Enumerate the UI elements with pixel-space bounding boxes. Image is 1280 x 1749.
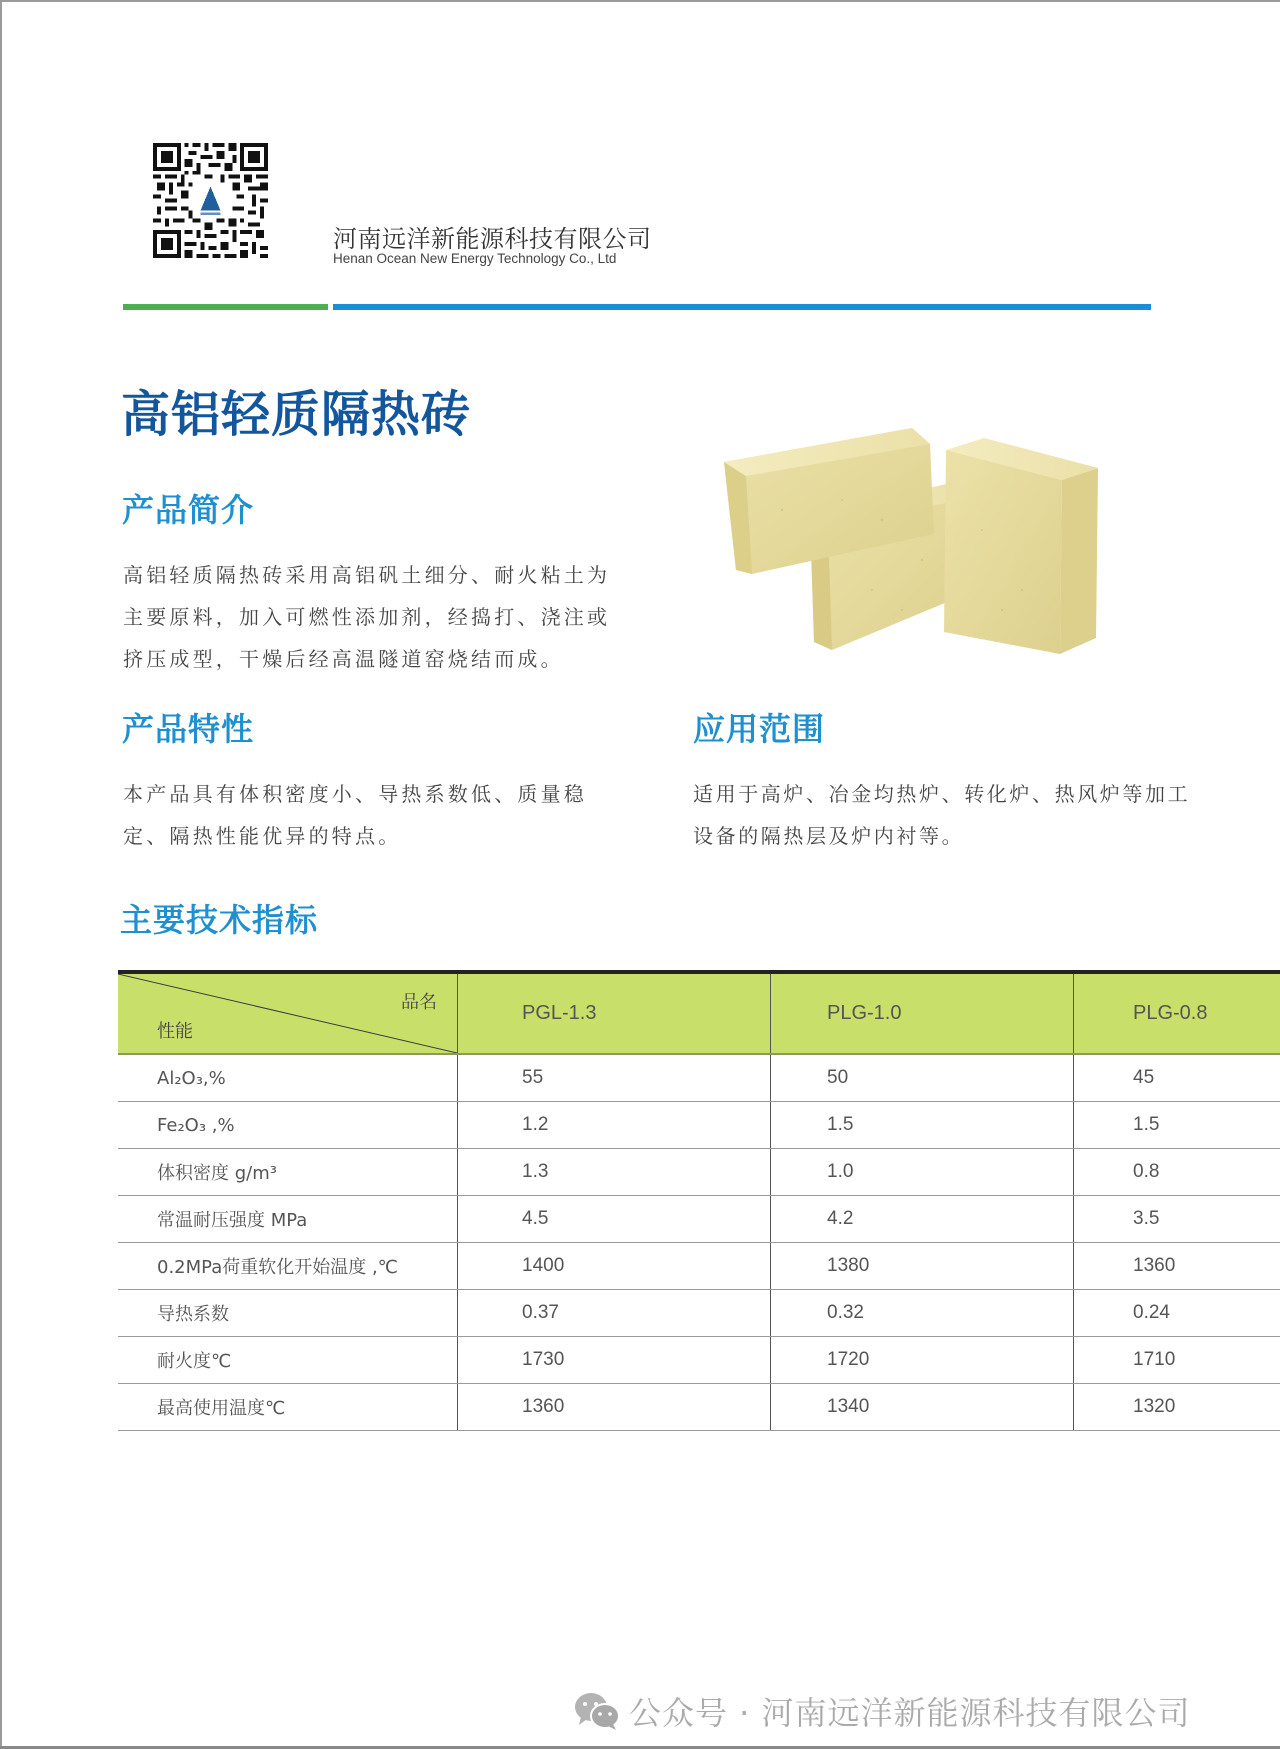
row-label: 耐火度℃ — [118, 1337, 458, 1384]
cell-value: 1.2 — [458, 1102, 771, 1149]
cell-value: 1340 — [771, 1384, 1074, 1431]
cell-value: 0.37 — [458, 1290, 771, 1337]
intro-heading: 产品简介 — [122, 491, 255, 529]
cell-value: 45 — [1074, 1054, 1280, 1102]
intro-line: 主要原料，加入可燃性添加剂，经捣打、浇注或 — [123, 605, 611, 629]
applications-line: 设备的隔热层及炉内衬等。 — [693, 824, 965, 848]
intro-text — [123, 554, 610, 680]
table-row — [118, 1149, 1280, 1196]
specs-heading: 主要技术指标 — [120, 901, 319, 939]
page-border-left — [0, 0, 2, 1749]
features-heading: 产品特性 — [122, 710, 255, 748]
accent-bar-blue — [333, 304, 1151, 310]
table-row — [118, 1384, 1280, 1431]
table-row — [118, 1054, 1280, 1102]
cell-value: 1720 — [771, 1337, 1074, 1384]
cell-value: 4.5 — [458, 1196, 771, 1243]
table-row — [118, 1196, 1280, 1243]
product-bricks-image — [722, 410, 1146, 660]
row-label: 导热系数 — [118, 1290, 458, 1337]
corner-label-product: 品名 — [401, 992, 437, 1013]
cell-value: 0.24 — [1074, 1290, 1280, 1337]
cell-value: 1730 — [458, 1337, 771, 1384]
applications-line: 适用于高炉、冶金均热炉、转化炉、热风炉等加工 — [693, 782, 1191, 806]
column-header: PLG-0.8 — [1074, 972, 1280, 1054]
applications-text — [693, 773, 1190, 857]
features-line: 定、隔热性能优异的特点。 — [123, 824, 402, 848]
cell-value: 4.2 — [771, 1196, 1074, 1243]
features-line: 本产品具有体积密度小、导热系数低、质量稳 — [123, 782, 587, 806]
row-label: Al₂O₃,% — [118, 1054, 458, 1102]
cell-value: 0.8 — [1074, 1149, 1280, 1196]
features-text — [123, 773, 587, 857]
table-corner-cell — [118, 972, 458, 1054]
row-label: 体积密度 g/m³ — [118, 1149, 458, 1196]
watermark-text: 公众号 · 河南远洋新能源科技有限公司 — [629, 1694, 1191, 1732]
cell-value: 1360 — [1074, 1243, 1280, 1290]
product-title: 高铝轻质隔热砖 — [121, 386, 472, 443]
cell-value: 55 — [458, 1054, 771, 1102]
table-row — [118, 1337, 1280, 1384]
spec-table — [118, 970, 1280, 1431]
page-border-top — [0, 0, 1280, 2]
qr-code-icon — [153, 143, 268, 258]
cell-value: 1.3 — [458, 1149, 771, 1196]
cell-value: 1.0 — [771, 1149, 1074, 1196]
cell-value: 1360 — [458, 1384, 771, 1431]
row-label: 0.2MPa荷重软化开始温度 ,℃ — [118, 1243, 458, 1290]
footer-watermark — [573, 1688, 1191, 1734]
intro-line: 高铝轻质隔热砖采用高铝矾土细分、耐火粘土为 — [123, 563, 611, 587]
cell-value: 1380 — [771, 1243, 1074, 1290]
cell-value: 1.5 — [771, 1102, 1074, 1149]
row-label: Fe₂O₃ ,% — [118, 1102, 458, 1149]
cell-value: 1320 — [1074, 1384, 1280, 1431]
cell-value: 50 — [771, 1054, 1074, 1102]
intro-line: 挤压成型，干燥后经高温隧道窑烧结而成。 — [123, 647, 564, 671]
column-header: PLG-1.0 — [771, 972, 1074, 1054]
table-row — [118, 1102, 1280, 1149]
table-header-row — [118, 972, 1280, 1054]
table-row — [118, 1243, 1280, 1290]
corner-label-property: 性能 — [157, 1021, 193, 1042]
cell-value: 1400 — [458, 1243, 771, 1290]
cell-value: 0.32 — [771, 1290, 1074, 1337]
wechat-icon — [573, 1691, 621, 1731]
column-header: PGL-1.3 — [458, 972, 771, 1054]
accent-bar-green — [123, 304, 328, 310]
row-label: 最高使用温度℃ — [118, 1384, 458, 1431]
row-label: 常温耐压强度 MPa — [118, 1196, 458, 1243]
cell-value: 1710 — [1074, 1337, 1280, 1384]
table-row — [118, 1290, 1280, 1337]
company-name-en: Henan Ocean New Energy Technology Co., Ltd — [333, 251, 617, 266]
cell-value: 3.5 — [1074, 1196, 1280, 1243]
cell-value: 1.5 — [1074, 1102, 1280, 1149]
applications-heading: 应用范围 — [693, 710, 826, 748]
company-name-cn: 河南远洋新能源科技有限公司 — [333, 225, 652, 253]
